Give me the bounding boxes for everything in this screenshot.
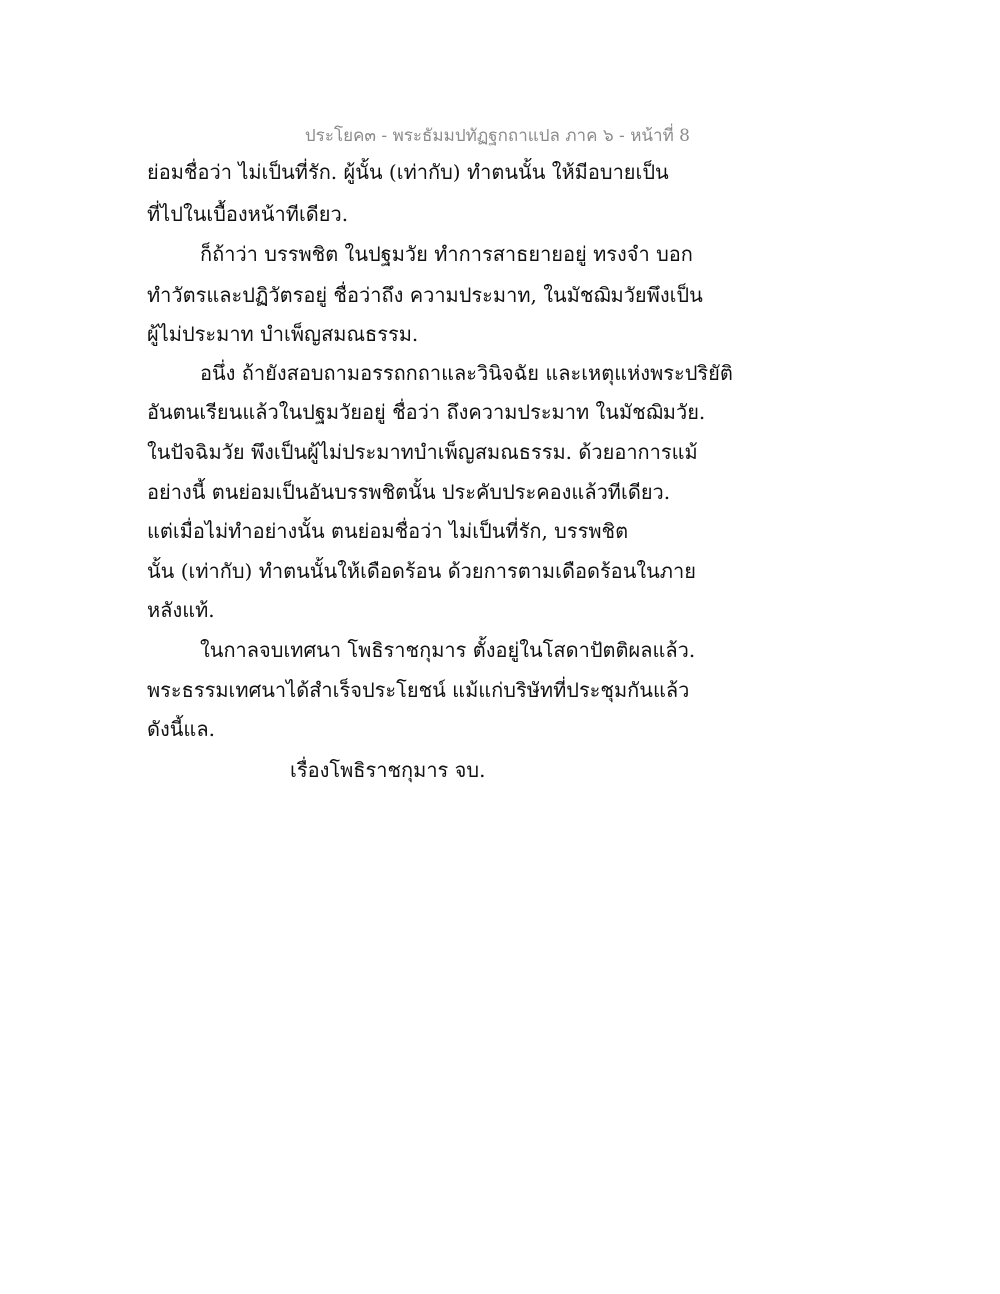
text-line: แต่เมื่อไม่ทำอย่างนั้น ตนย่อมชื่อว่า ไม่เป็นที่รัก, บรรพชิต	[147, 519, 629, 543]
text-line: ที่ไปในเบื้องหน้าทีเดียว.	[147, 202, 349, 226]
text-line: อันตนเรียนแล้วในปฐมวัยอยู่ ชื่อว่า ถึงความประมาท ในมัชฌิมวัย.	[147, 400, 706, 424]
text-line: นั้น (เท่ากับ) ทำตนนั้นให้เดือดร้อน ด้วยการตามเดือดร้อนในภาย	[147, 559, 696, 583]
paragraph-start-line: อนึ่ง ถ้ายังสอบถามอรรถกถาและวินิจฉัย และเหตุแห่งพระปริยัติ	[200, 361, 733, 385]
running-header: ประโยค๓ - พระธัมมปทัฏฐกถาแปล ภาค ๖ - หน้าที่ 8	[304, 126, 690, 146]
text-line: อย่างนี้ ตนย่อมเป็นอันบรรพชิตนั้น ประคับประคองแล้วทีเดียว.	[147, 480, 671, 504]
text-line: หลังแท้.	[147, 598, 215, 622]
text-line: ผู้ไม่ประมาท บำเพ็ญสมณธรรม.	[147, 322, 419, 346]
text-line: ในปัจฉิมวัย พึงเป็นผู้ไม่ประมาทบำเพ็ญสมณธรรม. ด้วยอาการแม้	[147, 440, 698, 464]
story-end-line: เรื่องโพธิราชกุมาร จบ.	[290, 758, 486, 782]
text-line: ย่อมชื่อว่า ไม่เป็นที่รัก. ผู้นั้น (เท่ากับ) ทำตนนั้น ให้มีอบายเป็น	[147, 160, 669, 184]
paragraph-start-line: ก็ถ้าว่า บรรพชิต ในปฐมวัย ทำการสาธยายอยู่ ทรงจำ บอก	[200, 242, 693, 266]
text-line: ดังนี้แล.	[147, 717, 215, 741]
text-line: พระธรรมเทศนาได้สำเร็จประโยชน์ แม้แก่บริษัทที่ประชุมกันแล้ว	[147, 678, 690, 702]
text-line: ทำวัตรและปฏิวัตรอยู่ ชื่อว่าถึง ความประมาท, ในมัชฌิมวัยพึงเป็น	[147, 283, 703, 307]
paragraph-start-line: ในกาลจบเทศนา โพธิราชกุมาร ตั้งอยู่ในโสดาปัตติผลแล้ว.	[200, 638, 696, 662]
